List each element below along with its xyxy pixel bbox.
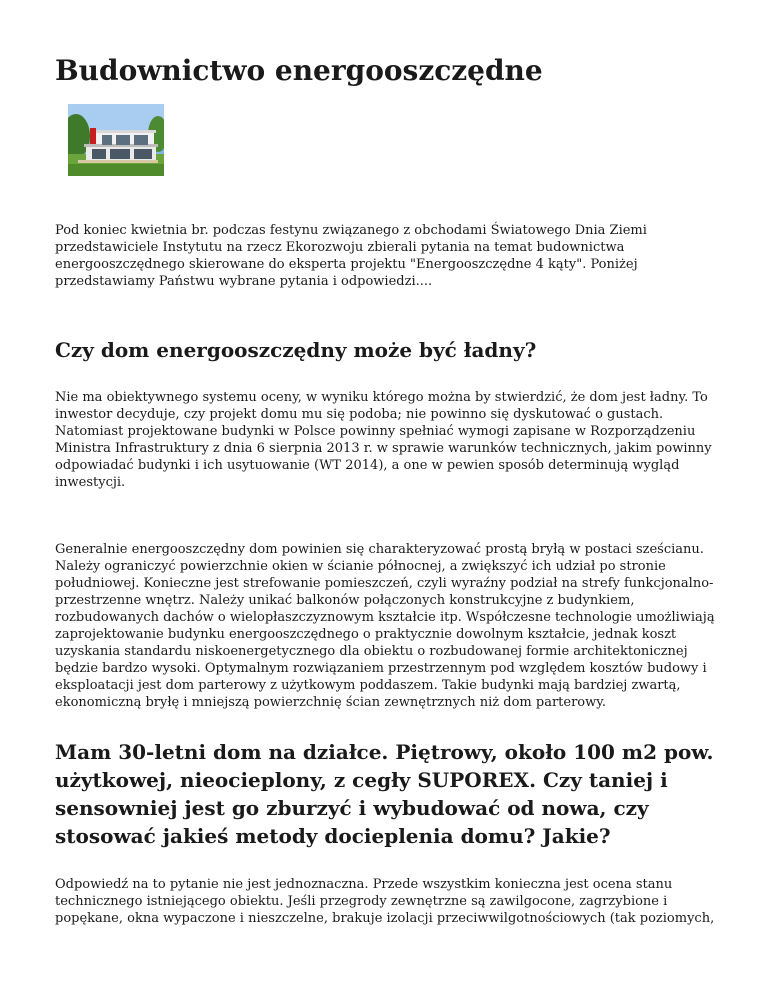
section-heading: Czy dom energooszczędny może być ładny?	[55, 338, 537, 362]
intro-paragraph: Pod koniec kwietnia br. podczas festynu związanego z obchodami Światowego Dnia Ziemi przedstawiciele Instytutu na rzecz Ekorozwoju zbierali pytania na temat budownictwa energooszczędnego skierowane do eksperta projektu "Energooszczędne 4 kąty". Poniżej przedstawiamy Państwu wybrane pytania i odpowiedzi....	[55, 223, 647, 289]
page-title: Budownictwo energooszczędne	[55, 54, 543, 87]
section-heading: Mam 30-letni dom na działce. Piętrowy, około 100 m2 pow. użytkowej, nieocieplony, z cegły SUPOREX. Czy taniej i sensowniej jest go zburzyć i wybudować od nowa, czy stosować jakieś metody docieplenia domu? Jakie?	[55, 740, 714, 848]
section-paragraph: Odpowiedź na to pytanie nie jest jednoznaczna. Przede wszystkim konieczna jest ocena stanu technicznego istniejącego obiektu. Jeśli przegrody zewnętrzne są zawilgocone, zagrzybione i popękane, okna wypaczone i nieszczelne, brakuje izolacji przeciwwilgotnościowych (tak poziomych,	[55, 877, 715, 926]
section-paragraph: Generalnie energooszczędny dom powinien się charakteryzować prostą bryłą w postaci sześcianu. Należy ograniczyć powierzchnie okien w ścianie północnej, a zwiększyć ich udział po stronie południowej. Konieczne jest strefowanie pomieszczeń, czyli wyraźny podział na strefy funkcjonalno-przestrzenne wnętrz. Należy unikać balkonów połączonych konstrukcyjne z budynkiem, rozbudowanych dachów o wielopłaszczyznowym kształcie itp. Współczesne technologie umożliwiają zaprojektowanie budynku energooszczędnego o praktycznie dowolnym kształcie, jednak koszt uzyskania standardu niskoenergetycznego dla obiektu o rozbudowanej formie architektonicznej będzie bardzo wysoki. Optymalnym rozwiązaniem przestrzennym pod względem kosztów budowy i eksploatacji jest dom parterowy z użytkowym poddaszem. Takie budynki mają bardziej zwartą, ekonomiczną bryłę i mniejszą powierzchnię ścian zewnętrznych niż dom parterowy.	[55, 542, 715, 710]
section-paragraph: Nie ma obiektywnego systemu oceny, w wyniku którego można by stwierdzić, że dom jest ładny. To inwestor decyduje, czy projekt domu mu się podoba; nie powinno się dyskutować o gustach. Natomiast projektowane budynki w Polsce powinny spełniać wymogi zapisane w Rozporządzeniu Ministra Infrastruktury z dnia 6 sierpnia 2013 r. w sprawie warunków technicznych, jakim powinny odpowiadać budynki i ich usytuowanie (WT 2014), a one w pewien sposób determinują wygląd inwestycji.	[55, 390, 712, 490]
house-thumbnail-image	[68, 104, 164, 176]
